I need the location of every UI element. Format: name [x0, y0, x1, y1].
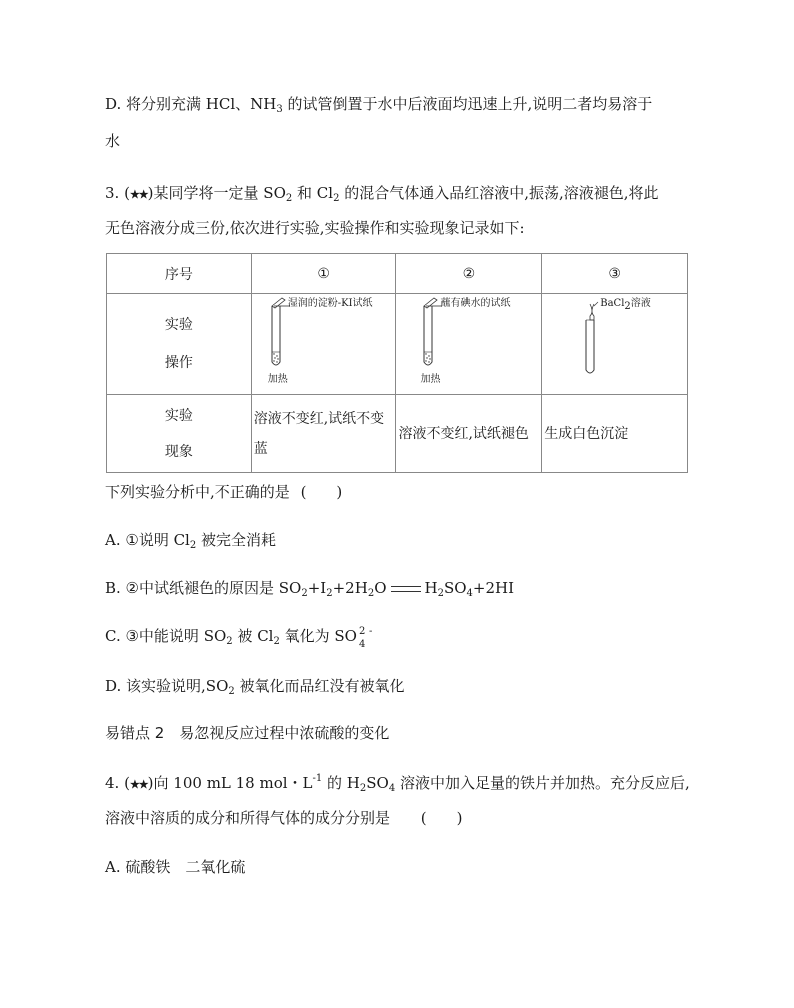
h2-subscript: 2 — [359, 783, 367, 794]
question-4-exponent: -1 — [312, 773, 323, 784]
option-b-product-so: SO — [443, 579, 467, 597]
test-tube-2-diagram — [396, 294, 542, 394]
question-4-stem-line2-text: 溶液中溶质的成分和所得气体的成分分别是 — [105, 809, 391, 827]
question-3-text-c: 的混合气体通入品红溶液中,振荡,溶液褪色,将此 — [339, 184, 659, 202]
operation-label-1: 实验 — [164, 317, 193, 333]
option-b-text-o: O — [374, 579, 387, 597]
option-a-text: A. ①说明 Cl — [105, 531, 190, 549]
observation-1-line2: 蓝 — [253, 440, 268, 457]
question-4-text-b: 的 H — [322, 774, 360, 792]
table-observation-row — [107, 395, 688, 473]
so2-subscript: 2 — [285, 193, 293, 204]
option-b-product-h: H — [424, 579, 438, 597]
option-b-sub-4: 2 — [437, 588, 444, 599]
option-c-text-mid: 被 Cl — [232, 627, 274, 645]
question-4-text-a: )向 100 mL 18 mol・L — [147, 774, 313, 792]
ion-subscript: 4 — [358, 639, 366, 650]
question-4-option-a: A. 硫酸铁 二氧化硫 — [105, 858, 246, 876]
tube-1-paper-label: 湿润的淀粉-KI试纸 — [287, 298, 373, 309]
test-tube-3-diagram — [542, 294, 688, 394]
observation-label-2: 现象 — [164, 443, 193, 460]
question-4-number: 4. ( — [105, 774, 130, 792]
sulfate-ion-charge — [357, 626, 375, 650]
question-3-prompt-text: 下列实验分析中,不正确的是 — [105, 483, 290, 501]
question-3-text-a: )某同学将一定量 SO — [147, 184, 286, 202]
equals-sign-icon — [391, 586, 421, 592]
difficulty-stars-icon: ★★ — [129, 778, 148, 791]
question-3-number: 3. ( — [105, 184, 130, 202]
option-d — [105, 676, 405, 696]
question-4-stem-line2 — [105, 808, 463, 828]
option-c-text-rest: 氧化为 SO — [279, 627, 357, 645]
option-b-sub-3: 2 — [367, 588, 375, 599]
section-heading: 易错点 2 易忽视反应过程中浓硫酸的变化 — [105, 724, 390, 742]
question-3-stem — [105, 183, 659, 205]
bacl2-subscript: 2 — [624, 301, 631, 312]
answer-blank: ( ) — [300, 483, 343, 501]
option-d-text: D. 该实验说明,SO — [105, 677, 229, 695]
nh3-subscript: 3 — [276, 104, 283, 115]
observation-label-1: 实验 — [164, 407, 193, 424]
option-a — [105, 530, 276, 550]
option-a-subscript: 2 — [189, 540, 197, 551]
cl2-subscript: 2 — [333, 193, 340, 204]
question-4-stem — [105, 773, 690, 795]
observation-cell-2: 溶液不变红,试纸褪色 — [396, 395, 542, 473]
tube-2-heat-label: 加热 — [420, 374, 441, 385]
ion-charge: 2 — [358, 626, 366, 637]
option-c-text: C. ③中能说明 SO — [105, 627, 227, 645]
tube-3-reagent-label — [600, 294, 651, 312]
option-b-product-hi: +2HI — [472, 579, 515, 597]
table-header-col1: ① — [251, 254, 396, 294]
prev-option-d — [105, 94, 652, 114]
bacl2-text: BaCl — [600, 298, 625, 309]
option-c — [105, 626, 375, 650]
question-4-text-c: 溶液中加入足量的铁片并加热。充分反应后, — [395, 774, 690, 792]
option-b-text-h2o: +2H — [332, 579, 368, 597]
table-header-col2: ② — [396, 254, 542, 294]
tube-1-heat-label: 加热 — [267, 374, 288, 385]
observation-1-line1: 溶液不变红,试纸不变 — [253, 410, 385, 427]
prev-option-d-text: D. 将分别充满 HCl、NH — [105, 95, 277, 113]
observation-cell-1 — [251, 395, 396, 473]
prev-option-d-line2: 水 — [105, 132, 121, 150]
question-3-stem-line2: 无色溶液分成三份,依次进行实验,实验操作和实验现象记录如下: — [105, 219, 525, 237]
observation-cell-3: 生成白色沉淀 — [542, 395, 688, 473]
option-b — [105, 578, 514, 598]
table-header-col3: ③ — [542, 254, 688, 294]
experiment-table — [106, 253, 688, 473]
so4-subscript: 4 — [388, 783, 396, 794]
option-b-sub-5: 4 — [466, 588, 473, 599]
option-b-text: B. ②中试纸褪色的原因是 SO — [105, 579, 302, 597]
observation-label-cell — [107, 395, 252, 473]
option-b-sub-2: 2 — [326, 588, 333, 599]
operation-cell-3 — [542, 294, 688, 395]
operation-label-2: 操作 — [164, 355, 193, 371]
operation-label-cell — [107, 294, 252, 395]
ion-sign: - — [368, 626, 373, 637]
operation-cell-1 — [251, 294, 396, 395]
question-3-prompt — [105, 482, 342, 502]
prev-option-d-text-rest: 的试管倒置于水中后液面均迅速上升,说明二者均易溶于 — [282, 95, 653, 113]
table-header-label: 序号 — [107, 254, 252, 294]
option-b-text-i2: +I — [307, 579, 327, 597]
option-c-sub-1: 2 — [226, 636, 233, 647]
question-3-text-b: 和 Cl — [292, 184, 334, 202]
bacl2-solution-text: 溶液 — [630, 298, 651, 309]
option-d-subscript: 2 — [228, 686, 235, 697]
option-b-sub-1: 2 — [301, 588, 308, 599]
answer-blank: ( ) — [420, 809, 463, 827]
table-operation-row — [107, 294, 688, 395]
difficulty-stars-icon: ★★ — [129, 188, 148, 201]
tube-2-paper-label: 蘸有碘水的试纸 — [440, 298, 511, 309]
option-c-sub-2: 2 — [273, 636, 280, 647]
option-d-text-rest: 被氧化而品红没有被氧化 — [234, 677, 405, 695]
table-header-row — [107, 254, 688, 294]
option-a-text-rest: 被完全消耗 — [196, 531, 277, 549]
question-4-so: SO — [366, 774, 389, 792]
operation-cell-2 — [396, 294, 542, 395]
